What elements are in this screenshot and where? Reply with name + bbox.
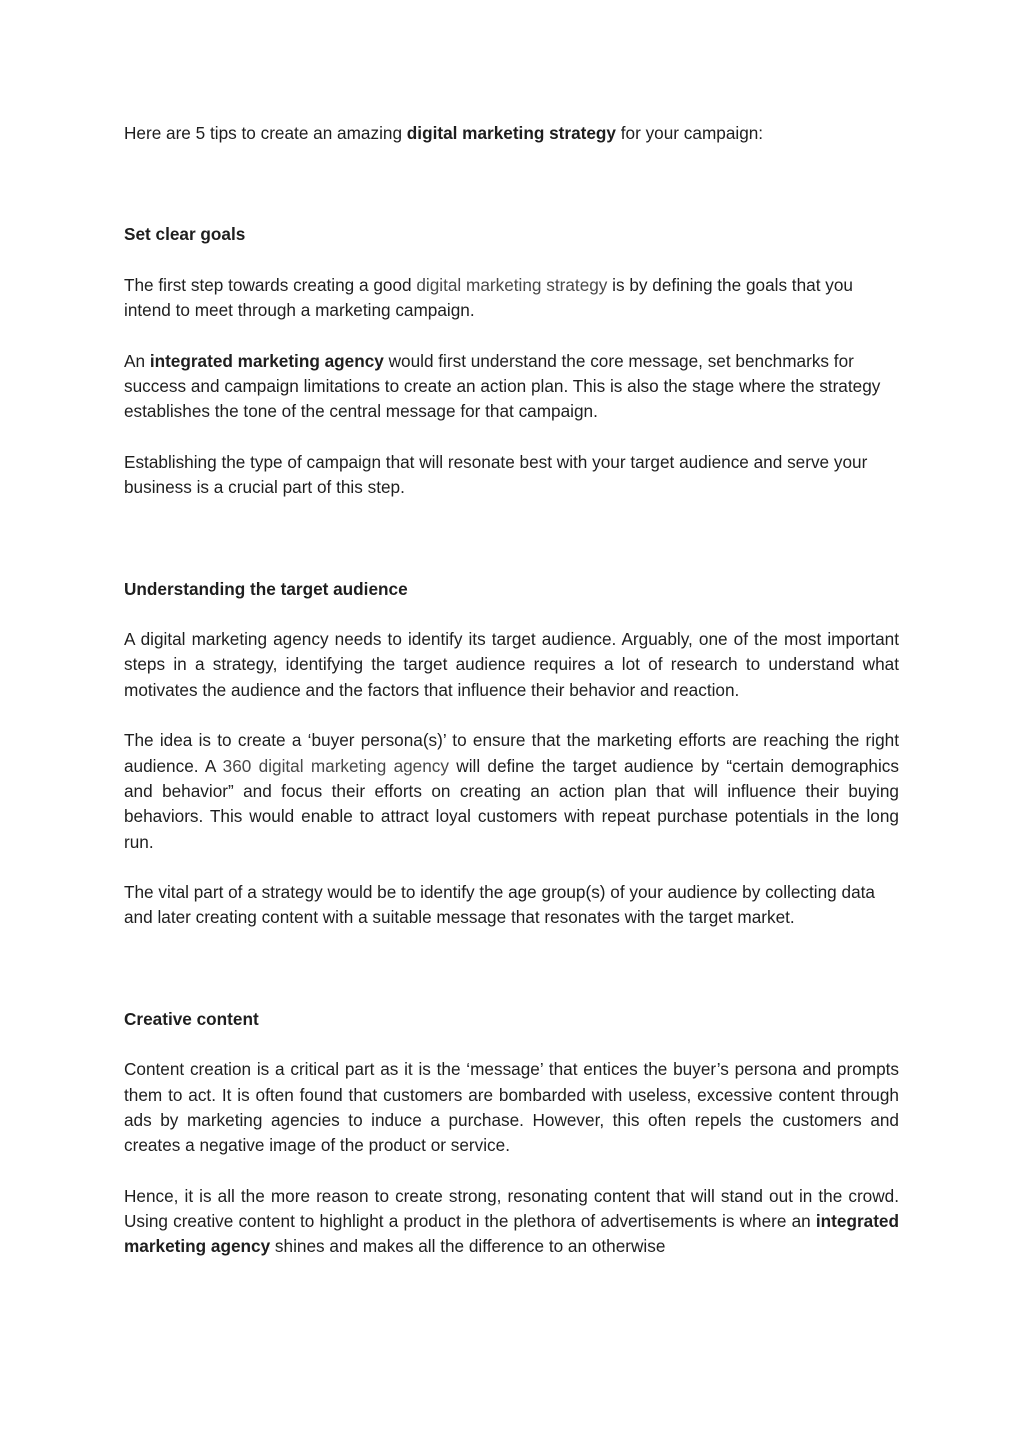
audience-paragraph-2 [124,728,899,854]
360-digital-marketing-agency-link[interactable]: 360 digital marketing agency [222,755,449,776]
paragraph-text: is by defining the goals that you intend to meet through a marketing campaign. [124,274,853,321]
goals-paragraph-3: Establishing the type of campaign that will resonate best with your target audience and serve your business is a crucial part of this step. [124,451,868,498]
paragraph-text: The idea is to create a ‘buyer persona(s)’ to ensure that the marketing efforts are reaching the right audience. A [124,730,899,776]
digital-marketing-strategy-link[interactable]: digital marketing strategy [416,274,608,295]
document-page [124,121,899,1260]
bold-text: integrated marketing agency [124,1211,899,1257]
bold-text: integrated marketing agency [149,350,384,371]
paragraph-text: shines and makes all the difference to an otherwise [270,1236,666,1257]
section-heading-creative: Creative content [124,1008,259,1029]
goals-paragraph-2 [124,349,899,425]
paragraph-text: Hence, it is all the more reason to create strong, resonating content that will stand out in the crowd. Using creative content to highlight a product in the plethora of advertisements is where an [124,1185,899,1232]
creative-paragraph-2 [124,1184,899,1260]
paragraph-text: An [124,350,150,371]
intro-text-end: for your campaign: [615,123,764,143]
audience-paragraph-1: A digital marketing agency needs to identify its target audience. Arguably, one of the most important steps in a strategy, identifying the target audience requires a lot of research to understand what motivates the audience and the factors that influence their behavior and reaction. [124,629,899,700]
paragraph-text: would first understand the core message, set benchmarks for success and campaign limitations to create an action plan. This is also the stage where the strategy establishes the tone of the central message for that campaign. [124,350,881,422]
section-heading-goals: Set clear goals [124,224,246,245]
intro-paragraph [124,121,899,146]
paragraph-text: will define the target audience by “certain demographics and behavior” and focus their efforts on creating an action plan that will influence their buying behaviors. This would enable to attract loyal customers with repeat purchase potentials in the long run. [124,755,899,852]
intro-bold-text: digital marketing strategy [406,123,616,143]
paragraph-text: The first step towards creating a good [124,274,417,295]
creative-paragraph-1: Content creation is a critical part as it is the ‘message’ that entices the buyer’s persona and prompts them to act. It is often found that customers are bombarded with useless, excessive content through ads by marketing agencies to induce a purchase. However, this often repels the customers and creates a negative image of the product or service. [124,1059,899,1156]
intro-text: Here are 5 tips to create an amazing [124,123,407,143]
goals-paragraph-1 [124,273,899,324]
audience-paragraph-3: The vital part of a strategy would be to identify the age group(s) of your audience by collecting data and later creating content with a suitable message that resonates with the target market. [124,882,875,928]
section-heading-audience: Understanding the target audience [124,578,408,599]
